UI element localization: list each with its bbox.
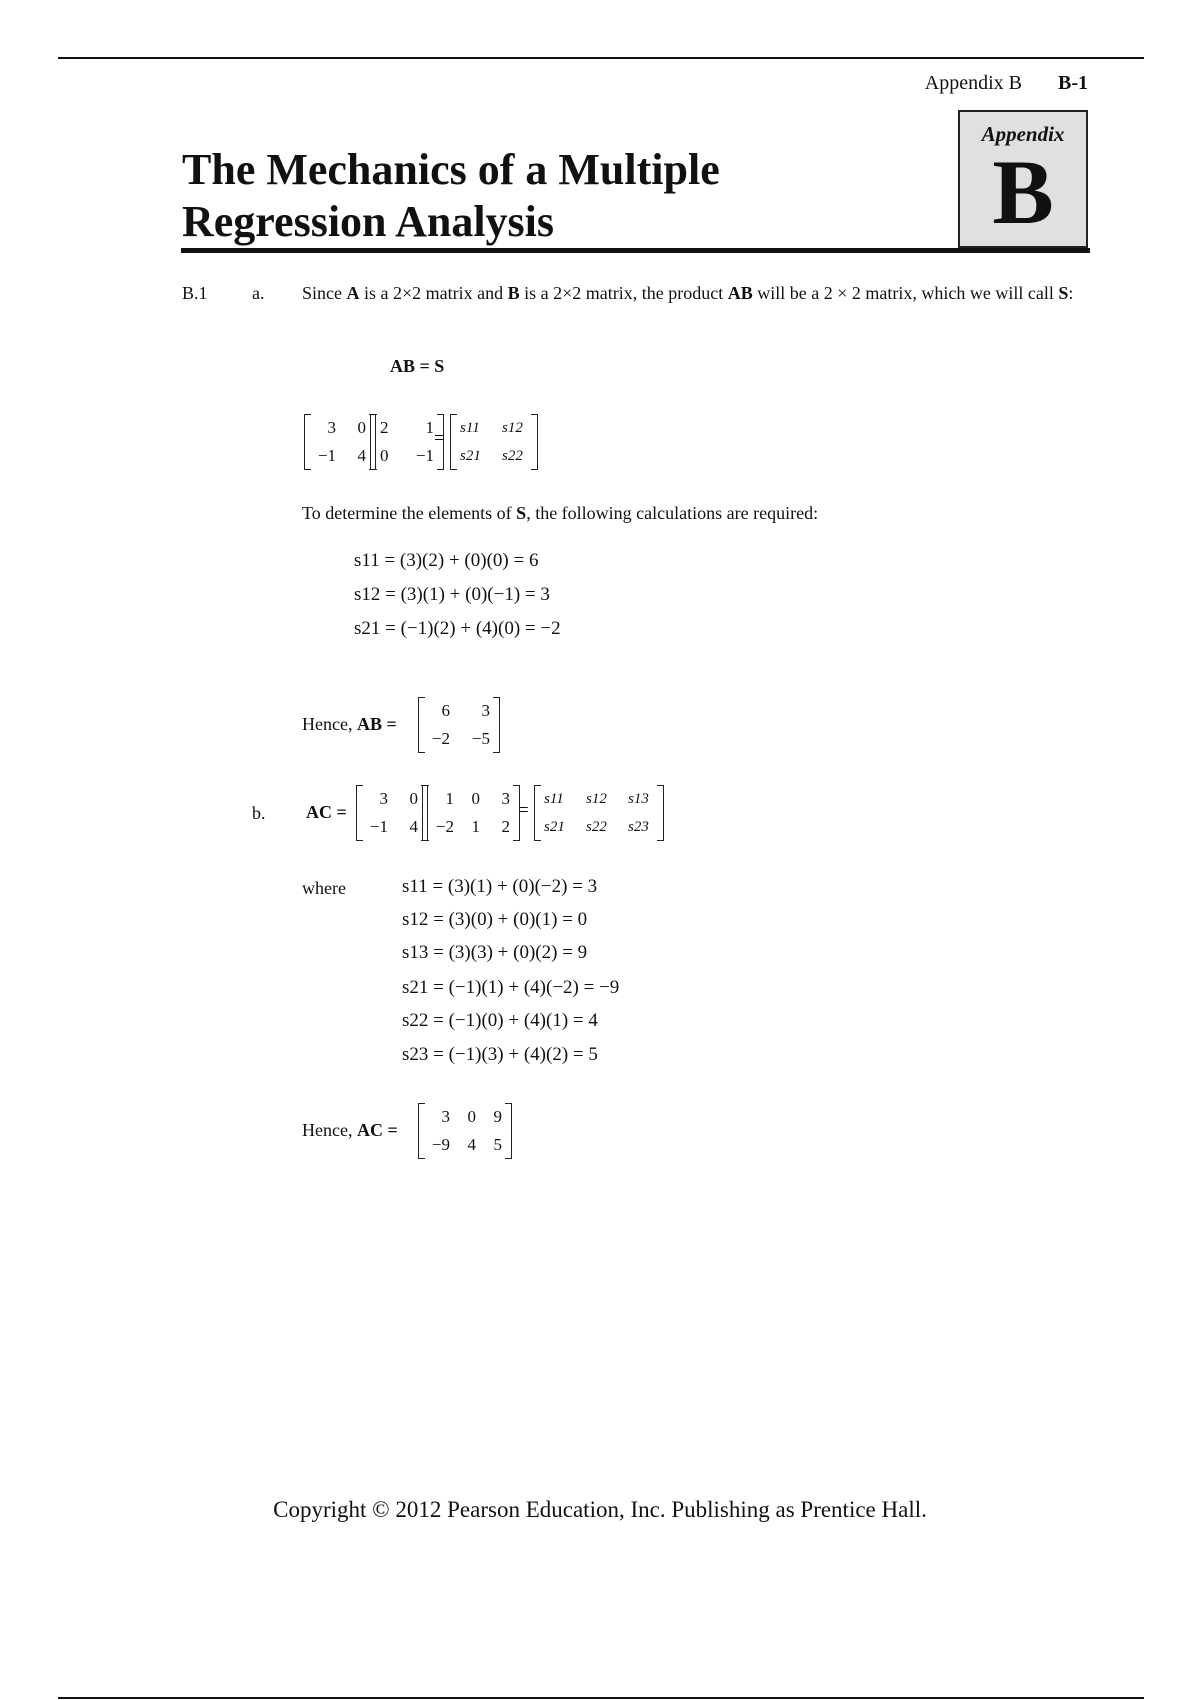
matrix-cell: 0 — [467, 1107, 476, 1126]
calculation-line: s11 = (3)(2) + (0)(0) = 6 — [354, 550, 539, 571]
equation-ab-s: AB = S — [390, 356, 445, 376]
chapter-title-line-2: Regression Analysis — [182, 197, 555, 246]
title-rule — [181, 248, 1090, 253]
calculation-line: s23 = (−1)(3) + (4)(2) = 5 — [402, 1044, 598, 1065]
part-a-intro: Since A is a 2×2 matrix and B is a 2×2 matrix, the product AB will be a 2 × 2 matrix, which we will call S: — [302, 283, 1074, 303]
matrix-cell: −9 — [431, 1135, 450, 1154]
matrix-cell: 0 — [380, 446, 389, 465]
matrix-s — [450, 414, 538, 470]
matrix-cell: s12 — [502, 420, 523, 436]
matrix-cell: 6 — [441, 701, 450, 720]
matrix-cell: s13 — [628, 791, 649, 807]
matrix-cell: −1 — [415, 446, 434, 465]
matrix-b — [370, 414, 444, 470]
matrix-cell: s22 — [586, 819, 607, 835]
matrix-cell: s21 — [544, 819, 565, 835]
matrix-cell: 4 — [467, 1135, 476, 1154]
calculation-line: s12 = (3)(1) + (0)(−1) = 3 — [354, 584, 550, 605]
matrix-cell: 1 — [471, 817, 480, 836]
matrix-cell: s11 — [544, 791, 564, 807]
part-b-marker: b. — [252, 803, 266, 823]
matrix-cell: −1 — [369, 817, 388, 836]
matrix-cell: s12 — [586, 791, 607, 807]
appendix-badge-letter: B — [992, 141, 1054, 243]
appendix-badge — [958, 110, 1088, 248]
top-rule — [58, 57, 1144, 59]
matrix-cell: 3 — [327, 418, 336, 437]
matrix-cell: 3 — [379, 789, 388, 808]
equals-sign: = — [518, 800, 529, 821]
hence-ac-label: Hence, AC = — [302, 1120, 398, 1140]
where-label: where — [302, 878, 346, 898]
matrix-cell: −2 — [435, 817, 454, 836]
calculation-line: s13 = (3)(3) + (0)(2) = 9 — [402, 942, 588, 963]
matrix-cell: −5 — [471, 729, 490, 748]
matrix-cell: 4 — [357, 446, 366, 465]
page-number: B-1 — [1058, 72, 1088, 94]
matrix-c — [422, 785, 520, 841]
problem-number: B.1 — [182, 283, 208, 303]
calculation-line: s21 = (−1)(1) + (4)(−2) = −9 — [402, 977, 620, 998]
matrix-ab-result — [418, 697, 500, 753]
calculation-line: s22 = (−1)(0) + (4)(1) = 4 — [402, 1010, 598, 1031]
running-header-section: Appendix B — [924, 72, 1022, 94]
appendix-badge-word: Appendix — [981, 122, 1065, 146]
matrix-a-b — [356, 785, 428, 841]
calculation-line: s21 = (−1)(2) + (4)(0) = −2 — [354, 618, 561, 639]
calculation-line: s11 = (3)(1) + (0)(−2) = 3 — [402, 876, 598, 897]
running-header — [925, 72, 1088, 95]
matrix-cell: s23 — [628, 819, 649, 835]
matrix-cell: −2 — [431, 729, 450, 748]
matrix-cell: 0 — [409, 789, 418, 808]
matrix-cell: 1 — [425, 418, 434, 437]
matrix-a — [304, 414, 376, 470]
matrix-cell: 1 — [445, 789, 454, 808]
matrix-cell: 3 — [481, 701, 490, 720]
part-a-marker: a. — [252, 283, 265, 303]
matrix-cell: 2 — [380, 418, 389, 437]
chapter-title-line-1: The Mechanics of a Multiple — [182, 145, 720, 194]
matrix-cell: 3 — [441, 1107, 450, 1126]
matrix-cell: 3 — [501, 789, 510, 808]
matrix-cell: 2 — [501, 817, 510, 836]
matrix-cell: −1 — [317, 446, 336, 465]
chapter-title — [182, 144, 882, 248]
matrix-cell: 9 — [493, 1107, 502, 1126]
matrix-s-b — [534, 785, 664, 841]
ac-label: AC = — [306, 802, 347, 822]
equals-sign: = — [434, 428, 445, 449]
bottom-rule — [58, 1697, 1144, 1699]
matrix-cell: 0 — [471, 789, 480, 808]
calculation-line: s12 = (3)(0) + (0)(1) = 0 — [402, 909, 588, 930]
matrix-cell: s21 — [460, 448, 481, 464]
matrix-cell: 0 — [357, 418, 366, 437]
matrix-cell: s11 — [460, 420, 480, 436]
determine-sentence: To determine the elements of S, the following calculations are required: — [302, 503, 819, 523]
copyright-footer: Copyright © 2012 Pearson Education, Inc. Publishing as Prentice Hall. — [273, 1497, 927, 1522]
matrix-cell: 4 — [409, 817, 418, 836]
matrix-cell: 5 — [493, 1135, 502, 1154]
matrix-ac-result — [418, 1103, 512, 1159]
matrix-cell: s22 — [502, 448, 523, 464]
hence-ab-label: Hence, AB = — [302, 714, 397, 734]
